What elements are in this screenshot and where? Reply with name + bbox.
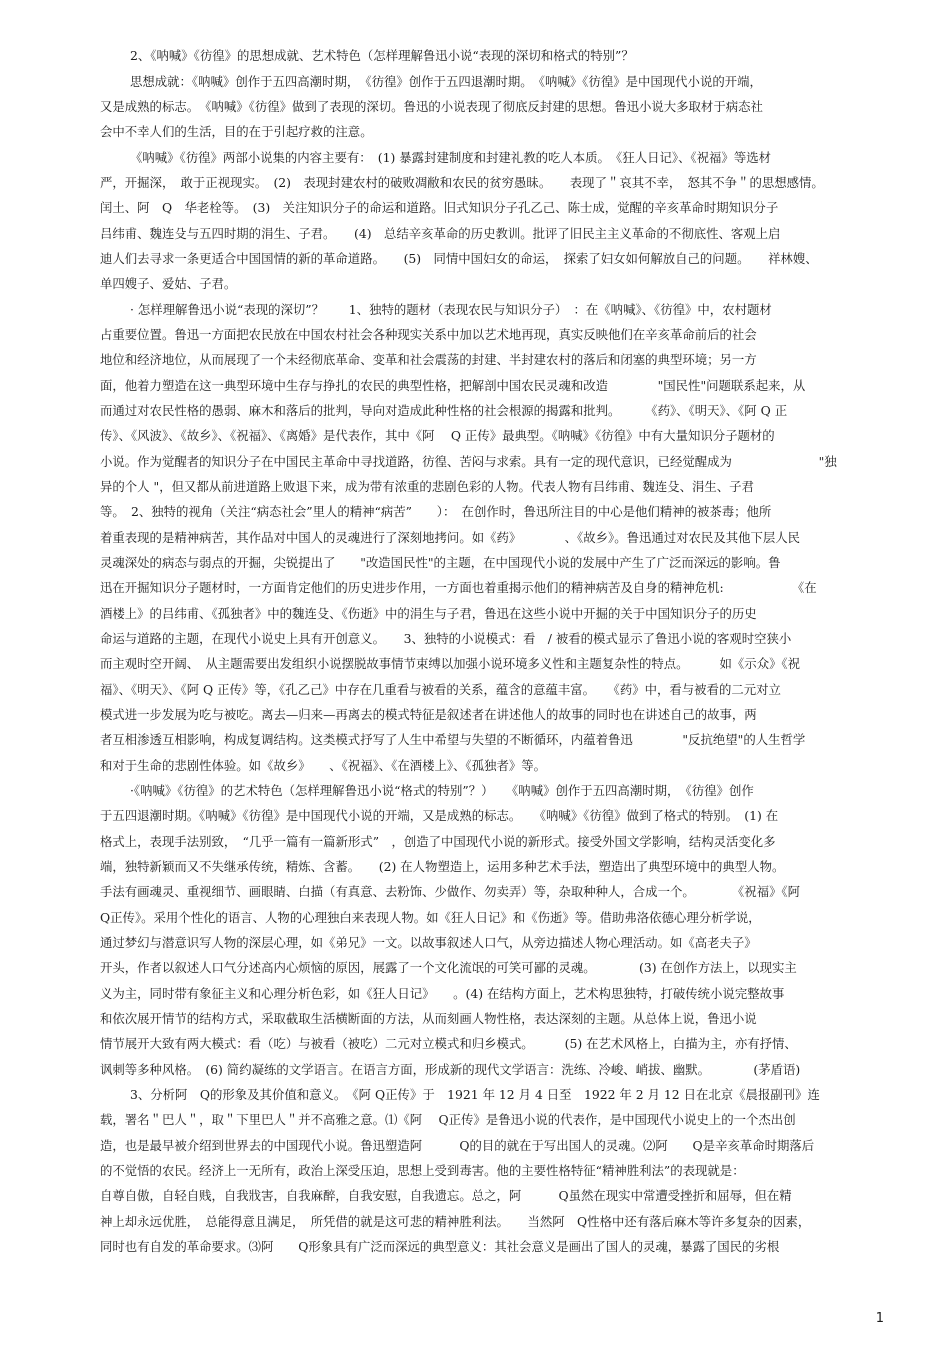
paragraph-line: 着重表现的是精神病苦，其作品对中国人的灵魂进行了深刻地拷问。如《药》 、《故乡》。鲁迅通过对农民及其他下层人民 bbox=[100, 530, 801, 545]
paragraph-line: 福》、《明天》、《阿 Q 正传》等，《孔乙己》中存在几重看与被看的关系，蕴含的意蕴丰富。 《药》中，看与被看的二元对立 bbox=[100, 682, 781, 697]
paragraph-line: 传》、《风波》、《故乡》、《祝福》、《离婚》是代表作，其中《阿 Q 正传》最典型。《呐喊》《彷徨》中有大量知识分子题材的 bbox=[100, 428, 775, 443]
paragraph-line: 又是成熟的标志。 《呐喊》《彷徨》做到了表现的深切。鲁迅的小说表现了彻底反封建的思想。鲁迅小说大多取材于病态社 bbox=[100, 99, 763, 114]
paragraph-line: 《呐喊》《彷徨》两部小说集的内容主要有： (1) 暴露封建制度和封建礼教的吃人本质。 《狂人日记》、《祝福》等选材 bbox=[130, 150, 771, 165]
paragraph-line: ·《呐喊》《彷徨》的艺术特色（怎样理解鲁迅小说“格式的特别”？） 《呐喊》创作于五四高潮时期， 《彷徨》创作 bbox=[130, 783, 754, 798]
paragraph-line: 吕纬甫、魏连殳与五四时期的涓生、子君。 (4) 总结辛亥革命的历史教训。批评了旧民主主义革命的不彻底性、客观上启 bbox=[100, 226, 781, 241]
paragraph-line: 小说。作为觉醒者的知识分子在中国民主革命中寻找道路，彷徨、苦闷与求索。具有一定的现代意识，已经觉醒成为 "独 bbox=[100, 454, 837, 469]
paragraph-line: 闰土、阿 Q 华老栓等。 (3) 关注知识分子的命运和道路。旧式知识分子孔乙己、陈士成，觉醒的辛亥革命时期知识分子 bbox=[100, 200, 779, 215]
paragraph-line: 单四嫂子、爱姑、子君。 bbox=[100, 276, 237, 291]
paragraph-line: 自尊自傲，自轻自贱，自我戕害，自我麻醉，自我安慰，自我遗忘。总之，阿 Q虽然在现实中常遭受挫折和屈辱，但在精 bbox=[100, 1188, 792, 1203]
paragraph-line: 而主观时空开阔、 从主题需要出发组织小说摆脱故事情节束缚以加强小说环境多义性和主题复杂性的特点。 如《示众》《祝 bbox=[100, 656, 801, 671]
paragraph-line: 占重要位置。鲁迅一方面把农民放在中国农村社会各种现实关系中加以艺术地再现，真实反映他们在辛亥革命前后的社会 bbox=[100, 327, 757, 342]
paragraph-line: 的不觉悟的农民。经济上一无所有，政治上深受压迫，思想上受到毒害。他的主要性格特征“精神胜利法”的表现就是： bbox=[100, 1163, 745, 1178]
paragraph-line: 命运与道路的主题，在现代小说史上具有开创意义。 3、独特的小说模式：看 / 被看的模式显示了鲁迅小说的客观时空狭小 bbox=[100, 631, 792, 646]
paragraph-line: 严，开掘深， 敢于正视现实。 (2) 表现封建农村的破败凋敝和农民的贫穷愚昧。 表现了＂哀其不幸， 怒其不争＂的思想感情。 bbox=[100, 175, 824, 190]
paragraph-line: 通过梦幻与潜意识写人物的深层心理，如《弟兄》一文。以故事叙述人口气，从旁边描述人物心理活动。如《高老夫子》 bbox=[100, 935, 757, 950]
paragraph-line: 和依次展开情节的结构方式，采取截取生活横断面的方法，从而刻画人物性格，表达深刻的主题。从总体上说，鲁迅小说 bbox=[100, 1011, 757, 1026]
paragraph-line: 模式进一步发展为吃与被吃。离去—归来—再离去的模式特征是叙述者在讲述他人的故事的同时也在讲述自己的故事，两 bbox=[100, 707, 757, 722]
paragraph-line: 手法有画魂灵、重视细节、画眼睛、白描（有真意、去粉饰、少做作、勿卖弄）等，杂取种种人，合成一个。 《祝福》《阿 bbox=[100, 884, 801, 899]
paragraph-line: 神上却永远优胜， 总能得意且满足， 所凭借的就是这可悲的精神胜利法。 当然阿 Q性格中还有落后麻木等许多复杂的因素， bbox=[100, 1214, 811, 1229]
paragraph-line: 迅在开掘知识分子题材时，一方面肯定他们的历史进步作用，一方面也着重揭示他们的精神病苦及自身的精神危机: 《在 bbox=[100, 580, 817, 595]
paragraph-line: · 怎样理解鲁迅小说“表现的深切”？ 1、独特的题材（表现农民与知识分子） ：在《呐喊》、《彷徨》中，农村题材 bbox=[130, 302, 772, 317]
paragraph-line: 灵魂深处的病态与弱点的开掘，尖锐提出了 "改造国民性"的主题，在中国现代小说的发展中产生了广泛而深远的影响。鲁 bbox=[100, 555, 781, 570]
paragraph-line: 端，独特新颖而又不失继承传统，精炼、含蓄。 (2) 在人物塑造上，运用多种艺术手法，塑造出了典型环境中的典型人物。 bbox=[100, 859, 785, 874]
paragraph-line: 开头，作者以叙述人口气分述高内心烦恼的原因，展露了一个文化流氓的可笑可鄙的灵魂。 (3) 在创作方法上，以现实主 bbox=[100, 960, 797, 975]
paragraph-line: 异的个人 "，但又都从前进道路上败退下来，成为带有浓重的悲剧色彩的人物。代表人物有吕纬甫、魏连殳、涓生、子君 bbox=[100, 479, 754, 494]
paragraph-line: 造，也是最早被介绍到世界去的中国现代小说。鲁迅塑造阿 Q的目的就在于写出国人的灵魂。⑵阿 Q是辛亥革命时期落后 bbox=[100, 1138, 815, 1153]
paragraph-line: 地位和经济地位，从而展现了一个未经彻底革命、变革和社会震荡的封建、半封建农村的落后和闭塞的典型环境；另一方 bbox=[100, 352, 757, 367]
paragraph-line: 面，他着力塑造在这一典型环境中生存与挣扎的农民的典型性格，把解剖中国农民灵魂和改造 "国民性"问题联系起来，从 bbox=[100, 378, 806, 393]
paragraph-line: 格式上，表现手法别致， “几乎一篇有一篇新形式” ，创造了中国现代小说的新形式。接受外国文学影响，结构灵活变化多 bbox=[100, 834, 776, 849]
section-heading-ah-q: 3、分析阿 Q的形象及其价值和意义。 《阿 Q正传》于 1921 年 12 月 4 日至 1922 年 2 月 12 日在北京《晨报副刊》连 bbox=[130, 1087, 820, 1102]
paragraph-line: 者互相渗透互相影响，构成复调结构。这类模式抒写了人生中希望与失望的不断循环，内蕴着鲁迅 "反抗绝望"的人生哲学 bbox=[100, 732, 806, 747]
paragraph-line: 等。 2、独特的视角（关注“病态社会”里人的精神“病苦” ）： 在创作时，鲁迅所注目的中心是他们精神的被茶毒；他所 bbox=[100, 504, 772, 519]
paragraph-line: 思想成就：《呐喊》创作于五四高潮时期， 《彷徨》创作于五四退潮时期。 《呐喊》《彷徨》是中国现代小说的开端， bbox=[130, 74, 762, 89]
paragraph-line: 而通过对农民性格的愚弱、麻木和落后的批判，导向对造成此种性格的社会根源的揭露和批判。 《药》、《明天》、《阿 Q 正 bbox=[100, 403, 788, 418]
paragraph-line: 情节展开大致有两大模式：看（吃）与被看（被吃）二元对立模式和归乡模式。 (5) 在艺术风格上，白描为主，亦有抒情、 bbox=[100, 1036, 797, 1051]
paragraph-line: 于五四退潮时期。《呐喊》《彷徨》是中国现代小说的开端，又是成熟的标志。 《呐喊》《彷徨》做到了格式的特别。 (1) 在 bbox=[100, 808, 779, 823]
paragraph-line: 迪人们去寻求一条更适合中国国情的新的革命道路。 (5) 同情中国妇女的命运， 探索了妇女如何解放自己的问题。 祥林嫂、 bbox=[100, 251, 818, 266]
paragraph-line: 义为主，同时带有象征主义和心理分析色彩，如《狂人日记》 。(4) 在结构方面上，艺术构思独特，打破传统小说完整故事 bbox=[100, 986, 785, 1001]
paragraph-line: 讽刺等多种风格。 (6) 简约凝练的文学语言。在语言方面，形成新的现代文学语言：洗练、冷峻、峭拔、幽默。 (茅盾语) bbox=[100, 1062, 801, 1077]
paragraph-line: 会中不幸人们的生活，目的在于引起疗救的注意。 bbox=[100, 124, 373, 139]
section-heading-works: 2、《呐喊》《彷徨》的思想成就、艺术特色（怎样理解鲁迅小说“表现的深切和格式的特别”？ bbox=[130, 48, 634, 63]
page-number: 1 bbox=[875, 1311, 884, 1326]
paragraph-line: 同时也有自发的革命要求。⑶阿 Q形象具有广泛而深远的典型意义：其社会意义是画出了国人的灵魂，暴露了国民的劣根 bbox=[100, 1239, 780, 1254]
paragraph-line: 酒楼上》的吕纬甫、《孤独者》中的魏连殳、《伤逝》中的涓生与子君，鲁迅在这些小说中开掘的关于中国知识分子的历史 bbox=[100, 606, 757, 621]
paragraph-line: 载，署名＂巴人＂，取＂下里巴人＂并不高雅之意。⑴《阿 Q正传》是鲁迅小说的代表作，是中国现代小说史上的一个杰出创 bbox=[100, 1112, 796, 1127]
paragraph-line: 和对于生命的悲剧性体验。如《故乡》 、《祝福》、《在酒楼上》、《孤独者》等。 bbox=[100, 758, 547, 773]
paragraph-line: Q正传》。采用个性化的语言、人物的心理独白来表现人物。如《狂人日记》和《伤逝》等。借助弗洛依德心理分析学说， bbox=[100, 910, 761, 925]
